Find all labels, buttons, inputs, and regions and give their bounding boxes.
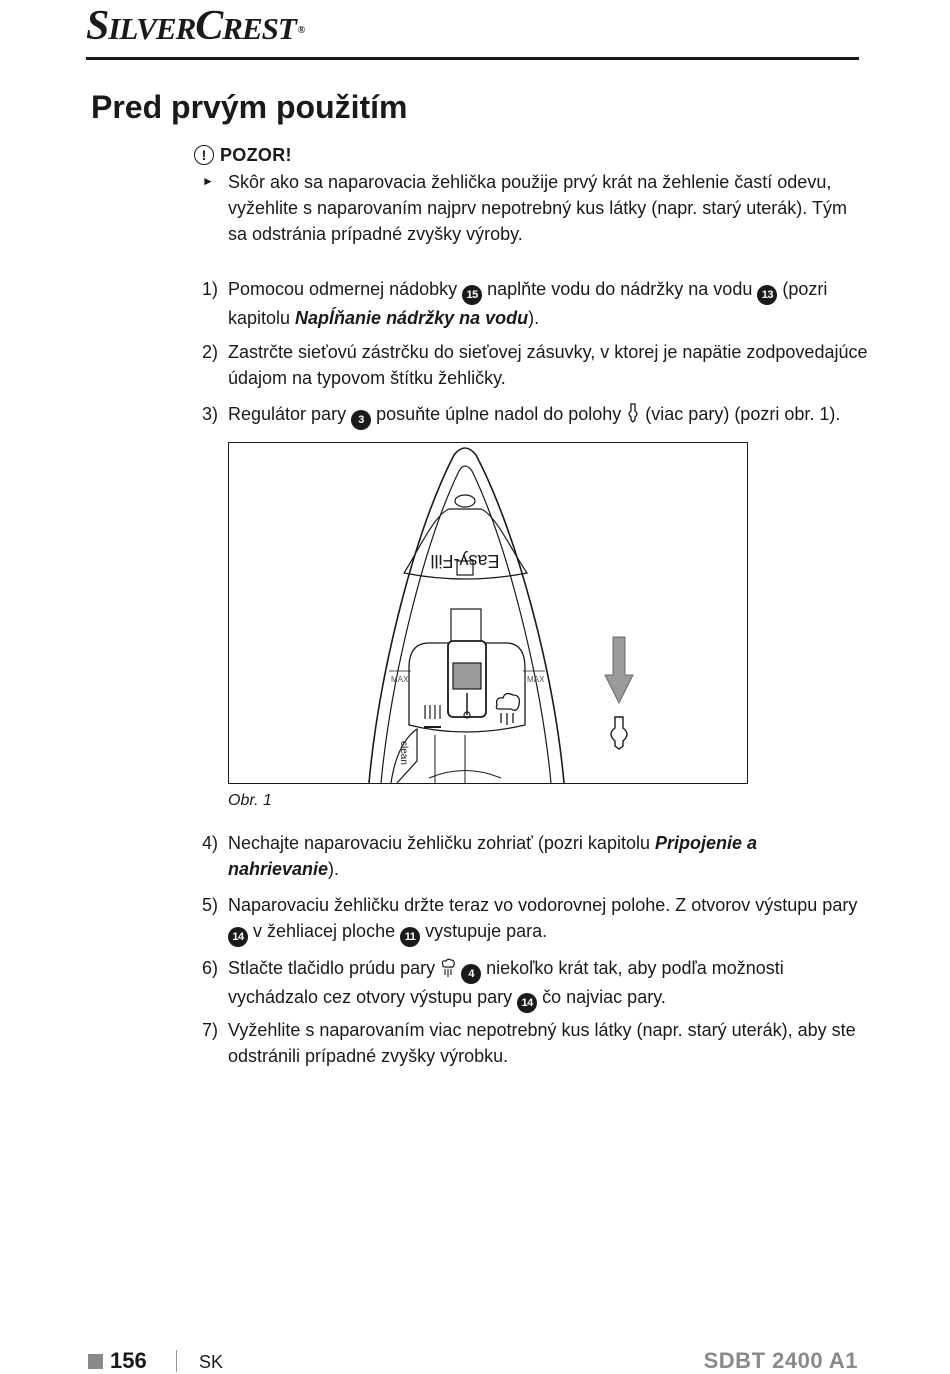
- warning-label: POZOR!: [220, 144, 292, 165]
- step-3-text: [228, 401, 878, 430]
- text-run: Regulátor pary: [228, 404, 352, 424]
- callout-number: 11: [400, 927, 420, 947]
- text-run: Stlačte tlačidlo prúdu pary: [228, 958, 441, 978]
- footer-divider: [176, 1350, 177, 1372]
- step-number: 7): [202, 1020, 219, 1040]
- warning-icon: !: [194, 145, 214, 165]
- callout-number: 3: [351, 410, 371, 430]
- callout-number: 13: [757, 285, 777, 305]
- model-number: SDBT 2400 A1: [703, 1348, 858, 1373]
- step-number: 3): [202, 404, 219, 424]
- text-run: naplňte vodu do nádržky na vodu: [482, 279, 758, 299]
- text-run: Pomocou odmernej nádobky: [228, 279, 463, 299]
- page-number: 156: [110, 1348, 147, 1373]
- text-run: posuňte úplne nadol do polohy: [371, 404, 627, 424]
- text-run: vystupuje para.: [420, 921, 548, 941]
- brand-part: ILVER: [108, 11, 196, 46]
- step-number: 6): [202, 958, 219, 978]
- step-number: 4): [202, 833, 219, 853]
- header-rule: [86, 57, 859, 60]
- callout-number: 14: [228, 927, 248, 947]
- warning-text: Skôr ako sa naparovacia žehlička použije prvý krát na žehlenie častí odevu, vyžehlite s naparovaním najprv nepotrebný kus látky (napr. starý uterák). Tým sa odstránia prípadné zvyšky výroby.: [228, 172, 847, 244]
- text-run: ).: [328, 859, 340, 879]
- iron-illustration: [229, 443, 747, 783]
- callout-number: 14: [517, 993, 537, 1013]
- text-run: (pozri kapitolu: [228, 279, 828, 328]
- step-number: 5): [202, 895, 219, 915]
- text-run: Nechajte naparovaciu žehličku zohriať (pozri kapitolu: [228, 833, 655, 853]
- step-number: 2): [202, 342, 219, 362]
- max-steam-icon: [626, 402, 640, 424]
- chapter-reference: Pripojenie a nahrievanie: [228, 833, 758, 879]
- brand-logo: [86, 4, 304, 57]
- text-run: (viac pary) (pozri obr. 1).: [640, 404, 841, 424]
- steam-burst-icon: [440, 958, 456, 978]
- brand-part: REST: [222, 11, 296, 46]
- spray-icon: [424, 705, 441, 727]
- text-run: ).: [528, 308, 540, 328]
- clean-label: clean: [398, 741, 409, 765]
- step-number: 1): [202, 279, 219, 299]
- step-7-text: Vyžehlite s naparovaním viac nepotrebný kus látky (napr. starý uterák), aby ste odstránili prípadné zvyšky výrobku.: [228, 1020, 856, 1066]
- text-run: čo najviac pary.: [537, 987, 666, 1007]
- chapter-reference: Napĺňanie nádržky na vodu: [295, 308, 529, 328]
- text-run: niekoľko krát tak, aby podľa možnosti vychádzalo cez otvory výstupu pary: [228, 958, 784, 1007]
- language-code: SK: [199, 1352, 224, 1372]
- bullet-arrow-icon: ►: [202, 174, 214, 188]
- step-1-text: [228, 276, 868, 331]
- step-6-text: [228, 955, 868, 1013]
- callout-number: 4: [461, 964, 481, 984]
- registered-mark: ®: [297, 24, 305, 36]
- down-arrow-icon: [605, 637, 633, 703]
- iron-figure: [228, 442, 748, 784]
- callout-number: 15: [462, 285, 482, 305]
- step-4-text: [228, 830, 868, 882]
- steam-icon: [496, 694, 519, 725]
- text-run: v žehliacej ploche: [248, 921, 401, 941]
- footer-square-icon: [88, 1354, 103, 1369]
- step-5-text: [228, 892, 868, 947]
- brand-letter: S: [86, 3, 109, 49]
- easy-fill-label: Easy-Fill: [430, 551, 500, 571]
- figure-caption: Obr. 1: [228, 792, 272, 809]
- max-steam-symbol-icon: [611, 717, 627, 749]
- step-2-text: Zastrčte sieťovú zástrčku do sieťovej zásuvky, v ktorej je napätie zodpovedajúce údajom na typovom štítku žehličky.: [228, 342, 868, 388]
- page-title: Pred prvým použitím: [91, 89, 408, 125]
- warning-heading: [194, 142, 292, 168]
- text-run: Naparovaciu žehličku držte teraz vo vodorovnej polohe. Z otvorov výstupu pary: [228, 895, 858, 915]
- max-label-left: MAX: [391, 675, 409, 684]
- brand-letter: C: [195, 3, 223, 49]
- max-label-right: MAX: [527, 675, 545, 684]
